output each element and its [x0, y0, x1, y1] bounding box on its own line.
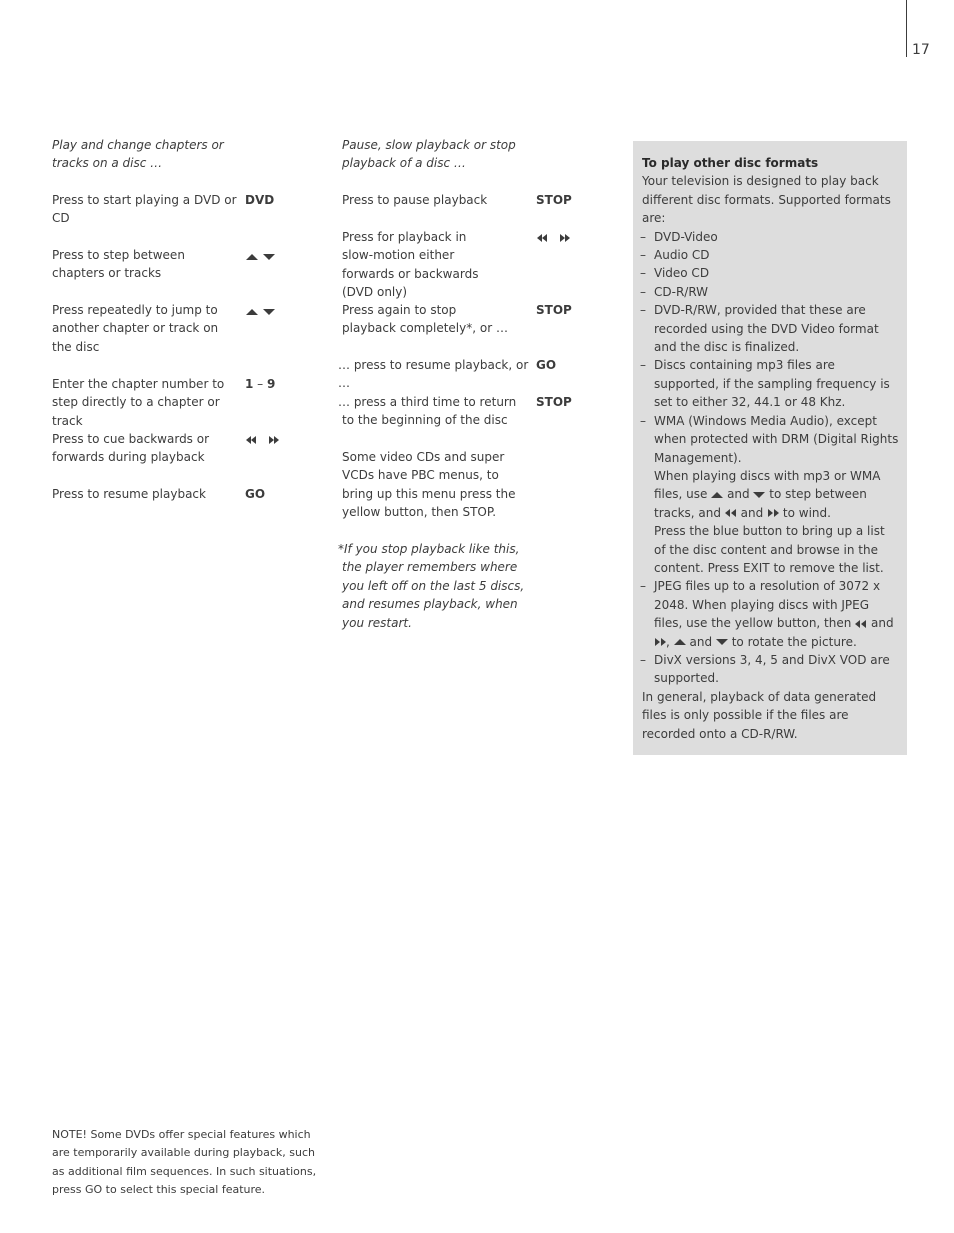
jpeg-and: and	[871, 616, 894, 631]
format-item	[642, 301, 900, 356]
stop-key: STOP	[536, 193, 572, 207]
rewind-forward-icon	[536, 228, 572, 246]
stop-key: STOP	[536, 303, 572, 317]
page-number: 17	[912, 42, 930, 58]
wma-and: and	[727, 487, 750, 502]
wma-text-b: to step between tracks, and	[654, 487, 867, 520]
format-item-divx	[642, 651, 900, 688]
col2-row-stop-text: Press again to stop playback completely*, or …	[342, 303, 508, 336]
format-item	[642, 228, 900, 246]
format-item-text: Audio CD	[654, 248, 710, 263]
box-intro: Your television is designed to play back different disc formats. Supported formats are:	[642, 174, 891, 226]
dash-bullet: –	[640, 303, 646, 318]
dash-bullet: –	[640, 248, 646, 263]
go-key: GO	[245, 487, 266, 501]
col2-heading-line1: Pause, slow playback or stop	[342, 138, 516, 152]
col2-row-third-text: … press a third time to return to the beginning of the disc	[338, 395, 517, 428]
col1-row-resume-text: Press to resume playback	[52, 487, 206, 501]
format-item-text: DVD-R/RW, provided that these are recorded using the DVD Video format and the disc is finalized.	[654, 303, 879, 355]
wma-usage-paragraph	[642, 467, 900, 522]
forward-icon	[767, 508, 779, 518]
col1-row-cue-text: Press to cue backwards or forwards during playback	[52, 432, 210, 465]
format-item-text: Video CD	[654, 266, 710, 281]
up-down-arrows-icon	[245, 301, 277, 319]
format-item-wma	[642, 412, 900, 467]
format-item-text: Discs containing mp3 files are supported, if the sampling frequency is set to either 32, 44.1 or 48 Khz.	[654, 358, 890, 410]
format-item-text: CD-R/RW	[654, 284, 709, 299]
format-item-text: DVD-Video	[654, 229, 718, 244]
format-item	[642, 283, 900, 301]
jpeg-text-b: to rotate the picture.	[731, 634, 857, 649]
down-arrow-icon	[753, 490, 765, 500]
dash-bullet: –	[640, 284, 646, 299]
dvd-special-features-note: NOTE! Some DVDs offer special features which are temporarily available during playback, such as additional film sequences. In such situations, press GO to select this special feature.	[52, 1128, 317, 1197]
up-arrow-icon	[711, 490, 723, 500]
rewind-icon	[725, 508, 737, 518]
col1-heading-line2: tracks on a disc …	[52, 156, 163, 171]
wma-list-paragraph: Press the blue button to bring up a list of the disc content and browse in the content. Press EXIT to remove the list.	[654, 524, 885, 575]
key-range-separator: –	[253, 377, 267, 391]
format-item	[642, 246, 900, 264]
number-keys	[245, 375, 275, 393]
format-item	[642, 356, 900, 411]
col2-heading	[342, 136, 542, 173]
go-key: GO	[536, 358, 557, 372]
format-item-jpeg	[642, 577, 900, 651]
col2-footnote: *If you stop playback like this, the player remembers where you left off on the last 5 discs, and resumes playback, when you restart.	[338, 542, 525, 630]
col1-heading	[52, 136, 252, 173]
format-item-text: DivX versions 3, 4, 5 and DivX VOD are supported.	[654, 652, 890, 686]
format-item	[642, 264, 900, 282]
dash-bullet: –	[640, 229, 646, 244]
wma-and2: and	[740, 505, 764, 520]
dash-bullet: –	[640, 413, 646, 428]
jpeg-and2: and	[689, 634, 713, 649]
other-disc-formats-box	[633, 141, 907, 755]
rewind-forward-icon	[245, 430, 281, 448]
dvd-key: DVD	[245, 193, 275, 207]
dash-bullet: –	[640, 266, 646, 281]
dash-bullet: –	[640, 579, 646, 594]
stop-key: STOP	[536, 395, 572, 409]
up-arrow-icon	[674, 637, 686, 647]
page-rule	[906, 0, 907, 57]
col1-row-number-text: Enter the chapter number to step directly to a chapter or track	[52, 377, 225, 428]
col1-row-step-text: Press to step between chapters or tracks	[52, 248, 185, 281]
box-outro: In general, playback of data generated files is only possible if the files are recorded onto a CD-R/RW.	[642, 689, 877, 741]
format-item-text: WMA (Windows Media Audio), except when protected with DRM (Digital Rights Management).	[654, 413, 899, 465]
jpeg-text-a: JPEG files up to a resolution of 3072 x 2048. When playing discs with JPEG files, use the yellow button, then	[654, 579, 881, 631]
dash-bullet: –	[640, 358, 646, 373]
col2-row-pause-text: Press to pause playback	[342, 193, 488, 207]
col2-row-slow-text: Press for playback in slow-motion either forwards or backwards (DVD only)	[342, 230, 479, 300]
down-arrow-icon	[716, 637, 728, 647]
dash-bullet: –	[640, 652, 646, 667]
jpeg-comma: ,	[666, 634, 670, 649]
col2-heading-line2: playback of a disc …	[342, 156, 466, 171]
col1-row-start-text: Press to start playing a DVD or CD	[52, 193, 237, 226]
rewind-icon	[855, 619, 867, 629]
col1-row-jump-text: Press repeatedly to jump to another chapter or track on the disc	[52, 303, 219, 354]
col2-pbc-text: Some video CDs and super VCDs have PBC menus, to bring up this menu press the yellow button, then STOP.	[342, 450, 516, 520]
up-down-arrows-icon	[245, 246, 277, 264]
col2-row-resume-text: … press to resume playback, or …	[338, 358, 529, 391]
wma-text-c: to wind.	[782, 505, 831, 520]
box-title: To play other disc formats	[642, 156, 819, 170]
forward-icon	[654, 637, 666, 647]
col1-heading-line1: Play and change chapters or	[52, 138, 224, 152]
key-9: 9	[267, 377, 276, 391]
key-1: 1	[245, 377, 254, 391]
wma-text-a: When playing discs with mp3 or WMA files, use	[654, 468, 881, 502]
